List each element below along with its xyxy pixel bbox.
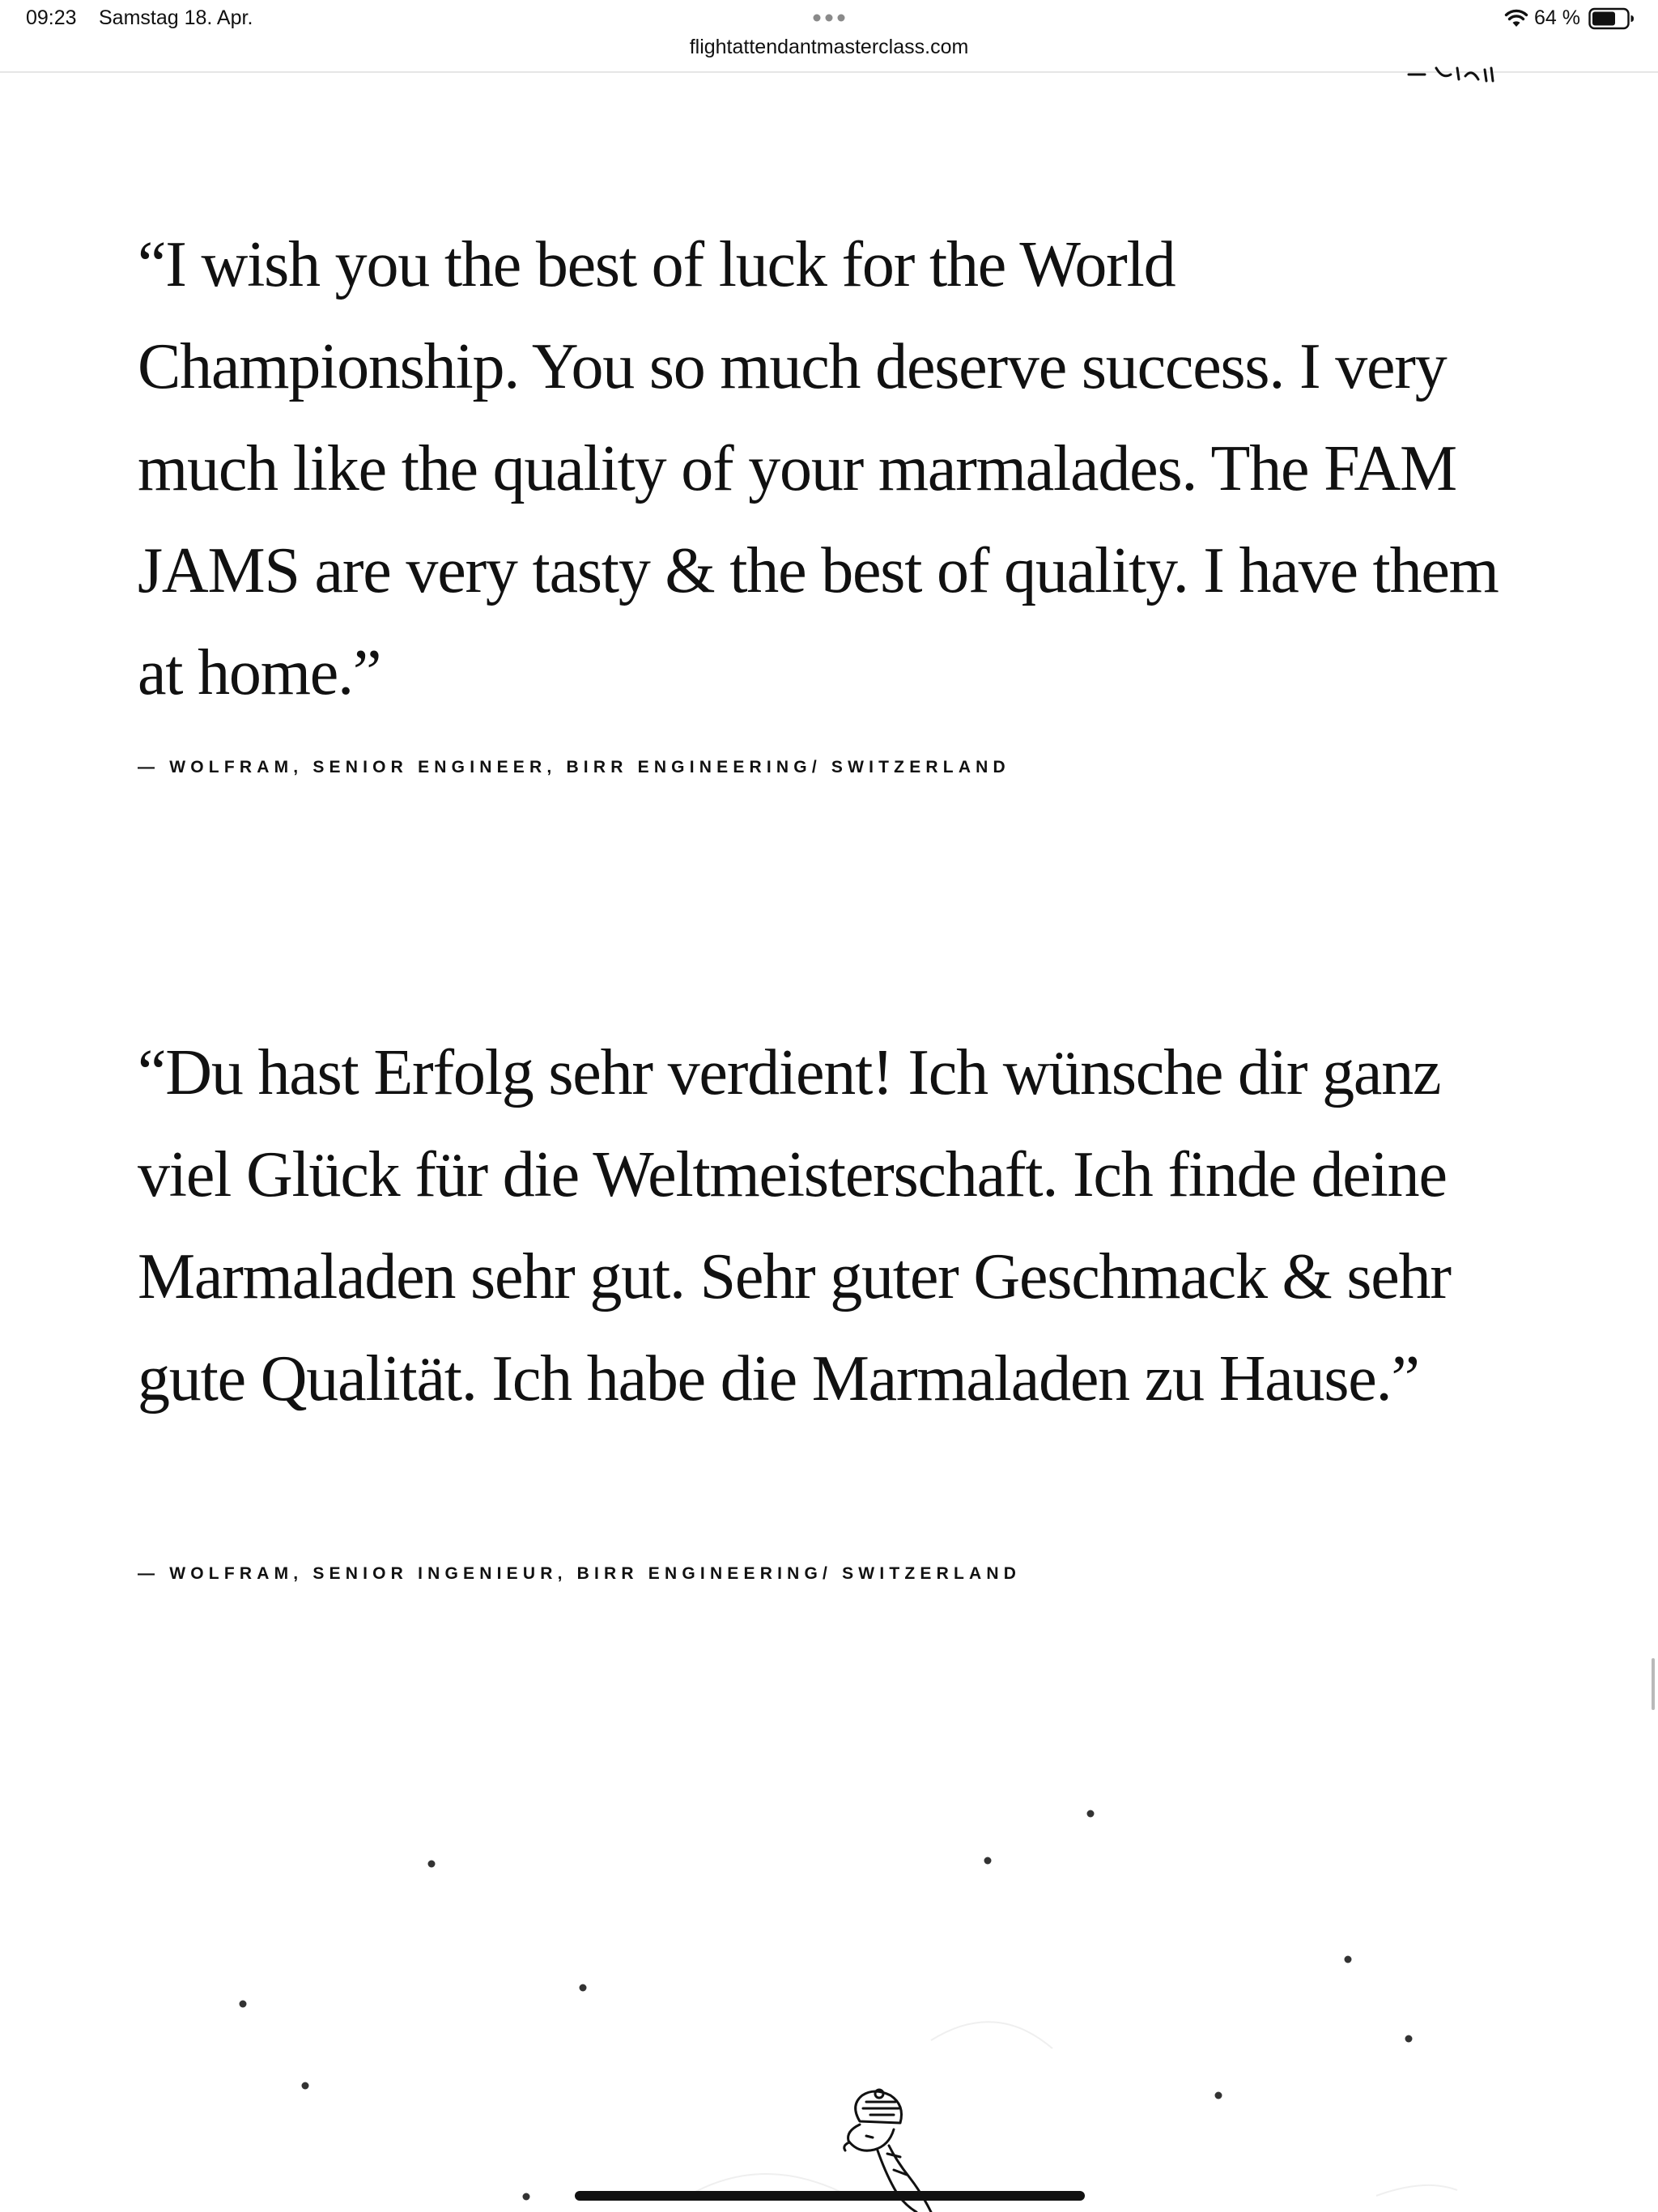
status-time: 09:23 [26, 6, 77, 29]
testimonial-attribution-english: — WOLFRAM, SENIOR ENGINEER, BIRR ENGINEERING/ SWITZERLAND [138, 758, 1010, 776]
wifi-icon [1504, 8, 1528, 29]
testimonial-quote-german: “Du hast Erfolg sehr verdient! Ich wünsche dir ganz viel Glück für die Weltmeisterschaft. Ich finde deine Marmaladen sehr gut. Sehr guter Geschmack & sehr gute Qualität. Ich habe die Marmaladen zu Hause.” [138, 1037, 1451, 1414]
partial-handwriting-graphic [1401, 65, 1514, 84]
status-date: Samstag 18. Apr. [99, 6, 253, 29]
status-bar [0, 0, 1658, 73]
faint-clouds [688, 2022, 1457, 2196]
address-bar-url[interactable]: flightattendantmasterclass.com [689, 36, 969, 58]
multitasking-dots-icon[interactable] [811, 8, 847, 28]
testimonial-quote-english: “I wish you the best of luck for the World Championship. You so much deserve success. I very much like the quality of your marmalades. The FAM JAMS are very tasty & the best of quality. I have them at home.” [138, 229, 1499, 708]
scroll-indicator[interactable] [1652, 1658, 1655, 1710]
battery-percentage: 64 % [1534, 6, 1580, 29]
battery-icon [1588, 7, 1635, 30]
testimonial-attribution-german: — WOLFRAM, SENIOR INGENIEUR, BIRR ENGINEERING/ SWITZERLAND [138, 1564, 1022, 1583]
night-sky-illustration [0, 1765, 1658, 2212]
star-icon [240, 1810, 1413, 2201]
home-indicator[interactable] [575, 2191, 1085, 2201]
